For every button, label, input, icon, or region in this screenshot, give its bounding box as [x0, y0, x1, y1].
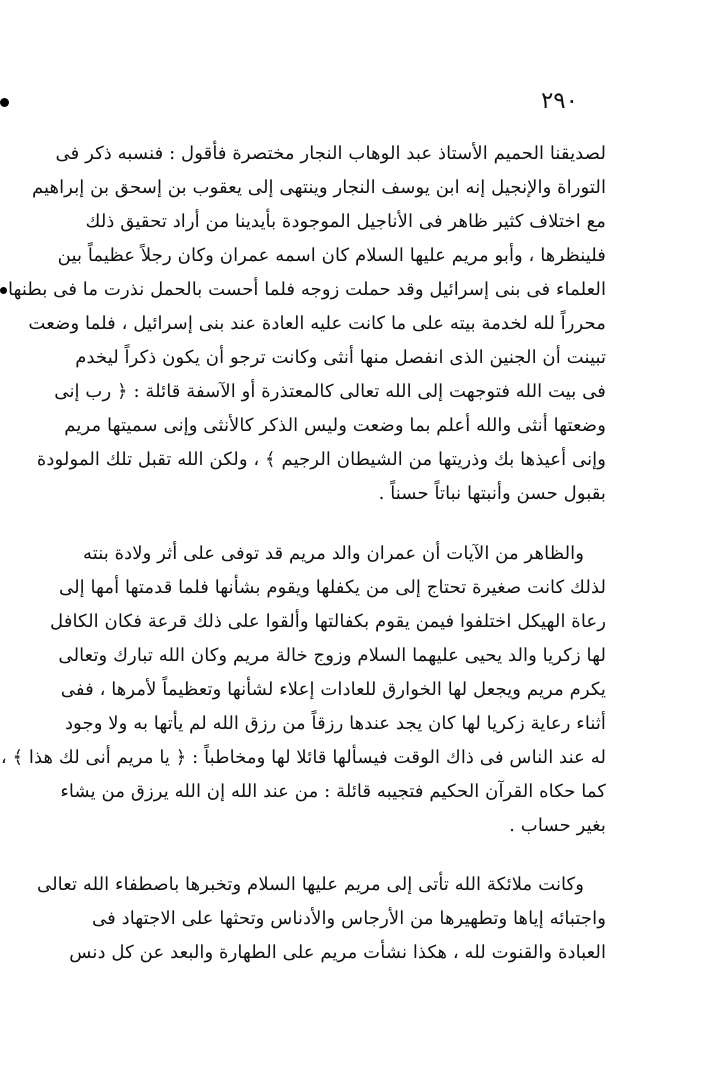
- text-line: محرراً لله لخدمة بيته على ما كانت عليه العادة عند بنى إسرائيل ، فلما وضعت: [28, 313, 606, 334]
- text-line: يكرم مريم ويجعل لها الخوارق للعادات إعلاء لشأنها وتعظيماً لأمرها ، ففى: [60, 679, 606, 700]
- margin-dot: [0, 98, 9, 107]
- text-line: لذلك كانت صغيرة تحتاج إلى من يكفلها ويقوم بشأنها فلما قدمتها أمها إلى: [58, 577, 606, 598]
- text-line: واجتبائه إياها وتطهيرها من الأرجاس والأدناس وتحثها على الاجتهاد فى: [92, 908, 606, 929]
- text-line: كما حكاه القرآن الحكيم فتجيبه قائلة : من عند الله إن الله يرزق من يشاء: [60, 781, 606, 802]
- paragraph-2: [0, 537, 606, 843]
- text-line: لصديقنا الحميم الأستاذ عبد الوهاب النجار مختصرة فأقول : فنسبه ذكر فى: [55, 143, 606, 164]
- text-line: التوراة والإنجيل إنه ابن يوسف النجار وينتهى إلى يعقوب بن إسحق بن إبراهيم: [31, 177, 606, 198]
- text-line: لها زكريا والد يحيى عليهما السلام وزوج خالة مريم وكان الله تبارك وتعالى: [58, 645, 606, 666]
- text-line: له عند الناس فى ذاك الوقت فيسألها قائلا لها ومخاطباً : ﴿ يا مريم أنى لك هذا ﴾ ،: [0, 747, 606, 768]
- text-line: وإنى أعيذها بك وذريتها من الشيطان الرجيم ﴾ ، ولكن الله تقبل تلك المولودة: [36, 449, 606, 470]
- text-line: وضعتها أنثى والله أعلم بما وضعت وليس الذكر كالأنثى وإنى سميتها مريم: [64, 415, 606, 436]
- text-line: فى بيت الله فتوجهت إلى الله تعالى كالمعتذرة أو الآسفة قائلة : ﴿ رب إنى: [54, 381, 606, 402]
- text-line: مع اختلاف كثير ظاهر فى الأناجيل الموجودة بأيدينا من أراد تحقيق ذلك: [85, 211, 606, 232]
- margin-dot: [0, 287, 7, 294]
- text-line: العبادة والقنوت لله ، هكذا نشأت مريم على الطهارة والبعد عن كل دنس: [69, 942, 606, 963]
- text-line: بقبول حسن وأنبتها نباتاً حسناً .: [378, 483, 606, 504]
- text-line: وكانت ملائكة الله تأتى إلى مريم عليها السلام وتخبرها باصطفاء الله تعالى: [36, 874, 584, 895]
- text-line: العلماء فى بنى إسرائيل وقد حملت زوجه فلما أحست بالحمل نذرت ما فى بطنها: [7, 279, 606, 300]
- page-number: ٢٩٠: [540, 88, 578, 114]
- text-line: بغير حساب .: [509, 815, 606, 836]
- paragraph-3: [36, 868, 606, 970]
- text-line: والظاهر من الآيات أن عمران والد مريم قد توفى على أثر ولادة بنته: [83, 543, 584, 564]
- text-line: فلينظرها ، وأبو مريم عليها السلام كان اسمه عمران وكان رجلاً عظيماً بين: [57, 245, 606, 266]
- text-line: أثناء رعاية زكريا لها كان يجد عندها رزقاً من رزق الله لم يأتها به ولا وجود: [64, 713, 606, 734]
- text-line: رعاة الهيكل اختلفوا فيمن يقوم بكفالتها وألقوا على ذلك قرعة فكان الكافل: [50, 611, 606, 632]
- text-line: تبينت أن الجنين الذى انفصل منها أنثى وكانت ترجو أن يكون ذكراً ليخدم: [75, 347, 606, 368]
- paragraph-1: [7, 137, 606, 511]
